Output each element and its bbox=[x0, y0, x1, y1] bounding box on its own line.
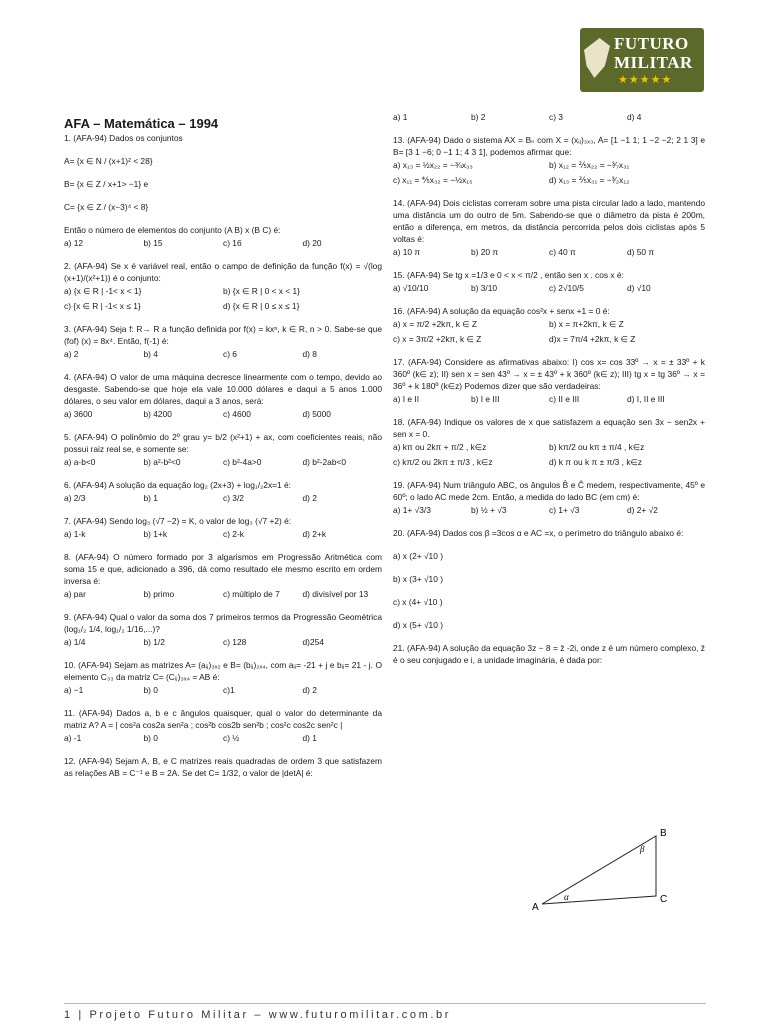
answer-option: c) kπ/2 ou 2kπ ± π/3 , k∈z bbox=[393, 457, 493, 467]
answer-option: b) primo bbox=[143, 589, 175, 599]
question-block bbox=[393, 573, 705, 585]
answer-option: b) 2 bbox=[471, 112, 486, 122]
question-block bbox=[64, 515, 382, 540]
answer-options bbox=[64, 456, 382, 468]
question-block bbox=[393, 479, 705, 516]
answer-option: a) √10/10 bbox=[393, 283, 429, 293]
question-block bbox=[393, 356, 705, 405]
answer-option: d) 2 bbox=[302, 685, 317, 695]
answer-option: a) 1/4 bbox=[64, 637, 86, 647]
answer-options bbox=[393, 456, 705, 468]
answer-option: a) kπ ou 2kπ + π/2 , k∈z bbox=[393, 442, 487, 452]
question-block bbox=[64, 201, 382, 213]
question-block bbox=[64, 611, 382, 648]
answer-option: d) x₁₃ = ⅖x₃₁ = −³⁄₂x₁₂ bbox=[549, 175, 630, 185]
answer-option: b) I e III bbox=[471, 394, 500, 404]
page-footer: 1 | Projeto Futuro Militar – www.futuromilitar.com.br bbox=[64, 1003, 706, 1021]
question-block bbox=[393, 596, 705, 608]
answer-option: d) divisível por 13 bbox=[302, 589, 369, 599]
answer-options bbox=[393, 504, 705, 516]
answer-option: d)x = 7π/4 +2kπ, k ∈ Z bbox=[549, 334, 636, 344]
answer-option: d) 5000 bbox=[302, 409, 331, 419]
question-text: 9. (AFA-94) Qual o valor da soma dos 7 primeiros termos da Progressão Geométrica (log₁/₂ 1/4, log₁/₂ 1/16,...)? bbox=[64, 612, 382, 634]
left-column bbox=[64, 118, 382, 790]
answer-options bbox=[393, 393, 705, 405]
answer-options bbox=[64, 300, 382, 312]
question-text: a) x (2+ √10 ) bbox=[393, 551, 443, 561]
answer-option: a) 2 bbox=[64, 349, 79, 359]
question-text: 1. (AFA-94) Dados os conjuntos bbox=[64, 133, 183, 143]
answer-options bbox=[64, 492, 382, 504]
question-text: 20. (AFA-94) Dados cos β =3cos α e AC =x, o perímetro do triângulo abaixo é: bbox=[393, 528, 684, 538]
answer-option: b) x₁₂ = ⅖x₂₂ = −³⁄₇x₃₁ bbox=[549, 160, 630, 170]
question-block bbox=[64, 155, 382, 167]
question-text: d) x (5+ √10 ) bbox=[393, 620, 443, 630]
answer-option: b) 1/2 bbox=[143, 637, 165, 647]
answer-option: a) 12 bbox=[64, 238, 84, 248]
answer-option: d) 2+ √2 bbox=[627, 505, 658, 515]
question-block bbox=[393, 550, 705, 562]
question-text: A= {x ∈ N / (x+1)² < 28} bbox=[64, 156, 153, 166]
question-text: 2. (AFA-94) Se x é variável real, então o campo de definição da função f(x) = √(log (x+1)/(x²+1)) é o conjunto: bbox=[64, 261, 382, 283]
answer-option: a) 2/3 bbox=[64, 493, 86, 503]
question-text: b) x (3+ √10 ) bbox=[393, 574, 443, 584]
answer-option: d) 2 bbox=[302, 493, 317, 503]
answer-option: a) x₁₃ = ½x₂₂ = −¾x₃₃ bbox=[393, 160, 473, 170]
vertex-c-label: C bbox=[660, 894, 668, 905]
answer-option: b) 0 bbox=[143, 685, 158, 695]
answer-options bbox=[393, 441, 705, 453]
answer-option: d) √10 bbox=[627, 283, 651, 293]
answer-option: c) 6 bbox=[223, 349, 237, 359]
question-text: Então o número de elementos do conjunto (A B) x (B C) é: bbox=[64, 225, 281, 235]
question-block bbox=[64, 178, 382, 190]
answer-option: a) 3600 bbox=[64, 409, 93, 419]
answer-option: b) 4200 bbox=[143, 409, 172, 419]
question-text: 15. (AFA-94) Se tg x =1/3 e 0 < x < π/2 , então sen x . cos x é: bbox=[393, 270, 624, 280]
question-block bbox=[64, 755, 382, 779]
answer-option: a) 1 bbox=[393, 112, 408, 122]
answer-option: a) 10 π bbox=[393, 247, 421, 257]
question-text: 7. (AFA-94) Sendo log₃ (√7 −2) = K, o valor de log₃ (√7 +2) é: bbox=[64, 516, 292, 526]
answer-option: a) 1-k bbox=[64, 529, 86, 539]
question-text: 12. (AFA-94) Sejam A, B, e C matrizes reais quadradas de ordem 3 que satisfazem as relações AB = C⁻¹ e B = 2A. Se det C= 1/32, o valor de |detA| é: bbox=[64, 756, 382, 778]
question-block bbox=[64, 371, 382, 420]
answer-options bbox=[64, 348, 382, 360]
answer-option: b) 3/10 bbox=[471, 283, 498, 293]
answer-option: a) 1+ √3/3 bbox=[393, 505, 431, 515]
answer-option: b) x = π+2kπ, k ∈ Z bbox=[549, 319, 624, 329]
answer-option: c) 16 bbox=[223, 238, 242, 248]
answer-options bbox=[64, 237, 382, 249]
answer-option: c) 2√10/5 bbox=[549, 283, 584, 293]
answer-options bbox=[393, 246, 705, 258]
answer-option: a) a-b<0 bbox=[64, 457, 96, 467]
beta-angle-label: β bbox=[640, 844, 645, 854]
answer-options bbox=[64, 408, 382, 420]
answer-option: b) 15 bbox=[143, 238, 163, 248]
question-text: 11. (AFA-94) Dados a, b e c ângulos quaisquer, qual o valor do determinante da matriz A? A = | cos²a cos2a sen²a ; cos²b cos2b sen²b ; cos²c cos2c sen²c | bbox=[64, 708, 382, 730]
answer-option: c) 4600 bbox=[223, 409, 251, 419]
brazil-map-icon bbox=[584, 38, 610, 78]
question-block bbox=[393, 333, 705, 345]
logo-line1: FUTURO bbox=[614, 34, 689, 53]
answer-option: a) par bbox=[64, 589, 86, 599]
answer-option: c)1 bbox=[223, 685, 235, 695]
question-text: 8. (AFA-94) O número formado por 3 algarismos em Progressão Aritmética com soma 15 e que, adicionado a 396, dá como resultado ele mesmo escrito em ordem inversa é: bbox=[64, 552, 382, 586]
question-block bbox=[393, 197, 705, 258]
answer-option: c) x₁₁ = ⅘x₃₂ = −½x₁₅ bbox=[393, 175, 473, 185]
answer-option: d) I, II e III bbox=[627, 394, 665, 404]
answer-option: b) 0 bbox=[143, 733, 158, 743]
answer-option: b) a²-b²<0 bbox=[143, 457, 181, 467]
question-block bbox=[64, 300, 382, 312]
question-block bbox=[393, 134, 705, 171]
answer-option: b) 1 bbox=[143, 493, 158, 503]
answer-option: d) 50 π bbox=[627, 247, 655, 257]
answer-option: a) x = π/2 +2kπ, k ∈ Z bbox=[393, 319, 478, 329]
question-text: 19. (AFA-94) Num triângulo ABC, os ângulos B̂ e Ĉ medem, respectivamente, 45º e 60º; o lado AC mede 2cm. Então, a medida do lado BC (em cm) é: bbox=[393, 480, 705, 502]
vertex-a-label: A bbox=[532, 902, 539, 913]
answer-option: b) 4 bbox=[143, 349, 158, 359]
question-text: 13. (AFA-94) Dado o sistema AX = Bₙ com X = (xᵢⱼ)₃ₓ₃, A= [1 −1 1; 1 −2 −2; 2 1 3] e B= [3 1 −6; 0 −1 1; 4 3 1], podemos afirmar que: bbox=[393, 135, 705, 157]
alpha-angle-label: α bbox=[564, 892, 569, 902]
answer-option: d) 8 bbox=[302, 349, 317, 359]
answer-options bbox=[393, 282, 705, 294]
answer-option: c) II e III bbox=[549, 394, 580, 404]
triangle-figure bbox=[532, 826, 698, 914]
answer-option: c) 1+ √3 bbox=[549, 505, 580, 515]
answer-option: d) 20 bbox=[302, 238, 322, 248]
question-block bbox=[393, 416, 705, 453]
answer-option: c) múltiplo de 7 bbox=[223, 589, 280, 599]
answer-option: d)254 bbox=[302, 637, 324, 647]
answer-option: c) x = 3π/2 +2kπ, k ∈ Z bbox=[393, 334, 482, 344]
futuro-militar-logo bbox=[580, 28, 704, 92]
question-text: 14. (AFA-94) Dois ciclistas correram sobre uma pista circular lado a lado, mantendo uma distância um do outro de 5m. Sabendo-se que o diâmetro da pista é 200m, então a diferença, em metros, da distância percorrida pelos dois ciclistas após 5 voltas é: bbox=[393, 198, 705, 244]
answer-options bbox=[64, 636, 382, 648]
answer-options bbox=[64, 528, 382, 540]
answer-option: d) b²-2ab<0 bbox=[302, 457, 347, 467]
question-text: 18. (AFA-94) Indique os valores de x que satisfazem a equação sen 3x − sen2x + sen x = 0. bbox=[393, 417, 705, 439]
answer-option: d) 2+k bbox=[302, 529, 327, 539]
question-text: 4. (AFA-94) O valor de uma máquina decresce linearmente com o tempo, devido ao desgaste. Sabendo-se que hoje ela vale 10.000 dólares e daqui a 5 anos 1.000 dólares, o seu valor em dólares, daqui a 3 anos, será: bbox=[64, 372, 382, 406]
answer-option: b) {x ∈ R | 0 < x < 1} bbox=[223, 286, 300, 296]
question-block bbox=[393, 269, 705, 294]
question-block bbox=[393, 305, 705, 330]
question-text: 3. (AFA-94) Seja f: R→ R a função definida por f(x) = kxⁿ, k ∈ R, n > 0. Sabe-se que (fof) (x) = 8x⁴. Então, f(-1) é: bbox=[64, 324, 382, 346]
logo-stars: ★★★★★ bbox=[618, 74, 673, 86]
question-text: 10. (AFA-94) Sejam as matrizes A= (aᵢⱼ)₃ₓ₂ e B= (bᵢⱼ)₂ₓ₄, com aᵢⱼ= -21 + j e bᵢⱼ= 21 - j. O elemento C₃₃ da matriz C= (Cᵢⱼ)₃ₓ₄ = AB é: bbox=[64, 660, 382, 682]
question-block bbox=[393, 642, 705, 666]
question-block bbox=[393, 527, 705, 539]
answer-option: c) 3/2 bbox=[223, 493, 244, 503]
question-text: 5. (AFA-94) O polinômio do 2º grau y= b/2 (x²+1) + ax, com coeficientes reais, não possui raiz real se, e somente se: bbox=[64, 432, 382, 454]
question-block bbox=[393, 456, 705, 468]
answer-option: b) kπ/2 ou kπ ± π/4 , k∈z bbox=[549, 442, 645, 452]
answer-options bbox=[393, 318, 705, 330]
answer-option: a) −1 bbox=[64, 685, 84, 695]
vertex-b-label: B bbox=[660, 828, 667, 839]
logo-line2: MILITAR bbox=[614, 53, 693, 72]
question-block bbox=[393, 111, 705, 123]
answer-options bbox=[393, 111, 705, 123]
answer-options bbox=[64, 285, 382, 297]
answer-option: d) k π ou k π ± π/3 , k∈z bbox=[549, 457, 642, 467]
answer-option: c) ½ bbox=[223, 733, 240, 743]
answer-option: b) 20 π bbox=[471, 247, 499, 257]
question-block bbox=[64, 551, 382, 600]
question-text: B= {x ∈ Z / x+1> −1} e bbox=[64, 179, 149, 189]
answer-options bbox=[393, 159, 705, 171]
answer-options bbox=[64, 588, 382, 600]
document-title: AFA – Matemática – 1994 bbox=[64, 116, 219, 131]
question-text: c) x (4+ √10 ) bbox=[393, 597, 443, 607]
question-text: 6. (AFA-94) A solução da equação log₂ (2x+3) + log₁/₂2x=1 é: bbox=[64, 480, 291, 490]
question-block bbox=[64, 479, 382, 504]
answer-option: c) 40 π bbox=[549, 247, 576, 257]
answer-options bbox=[64, 732, 382, 744]
question-block bbox=[64, 431, 382, 468]
question-block bbox=[64, 659, 382, 696]
answer-option: b) 1+k bbox=[143, 529, 168, 539]
answer-options bbox=[393, 333, 705, 345]
answer-option: c) b²-4a>0 bbox=[223, 457, 262, 467]
question-block bbox=[64, 323, 382, 360]
answer-option: a) {x ∈ R | -1< x < 1} bbox=[64, 286, 142, 296]
question-block bbox=[64, 260, 382, 297]
answer-option: d) 1 bbox=[302, 733, 317, 743]
question-block bbox=[64, 707, 382, 744]
right-column bbox=[393, 112, 705, 677]
question-text: C= {x ∈ Z / (x−3)⁴ < 8} bbox=[64, 202, 149, 212]
answer-option: c) 3 bbox=[549, 112, 563, 122]
answer-option: c) 2-k bbox=[223, 529, 244, 539]
answer-option: c) 128 bbox=[223, 637, 247, 647]
answer-options bbox=[64, 684, 382, 696]
question-block bbox=[393, 619, 705, 631]
question-block bbox=[393, 174, 705, 186]
answer-option: c) {x ∈ R | -1< x ≤ 1} bbox=[64, 301, 141, 311]
answer-option: a) I e II bbox=[393, 394, 420, 404]
question-block bbox=[64, 224, 382, 249]
answer-options bbox=[393, 174, 705, 186]
answer-option: b) ½ + √3 bbox=[471, 505, 507, 515]
question-text: 16. (AFA-94) A solução da equação cos²x + senx +1 = 0 é: bbox=[393, 306, 610, 316]
question-text: 17. (AFA-94) Considere as afirmativas abaixo: I) cos x= cos 33º → x = ± 33º + k 360º (k∈ z); II) sen x = sen 43º → x = ± 43º + k 360º (k∈ z); III) tg x = tg 36º → x = 36º + k 180º (k∈z) Podemos dizer que são verdadeiras: bbox=[393, 357, 705, 391]
answer-option: a) -1 bbox=[64, 733, 82, 743]
question-text: 21. (AFA-94) A solução da equação 3z − 8 = z̄ -2i, onde z é um número complexo, z̄ é o seu conjugado e i, a unidade imaginária, é dada por: bbox=[393, 643, 705, 665]
answer-option: d) 4 bbox=[627, 112, 642, 122]
question-block bbox=[64, 132, 382, 144]
answer-option: d) {x ∈ R | 0 ≤ x ≤ 1} bbox=[223, 301, 300, 311]
